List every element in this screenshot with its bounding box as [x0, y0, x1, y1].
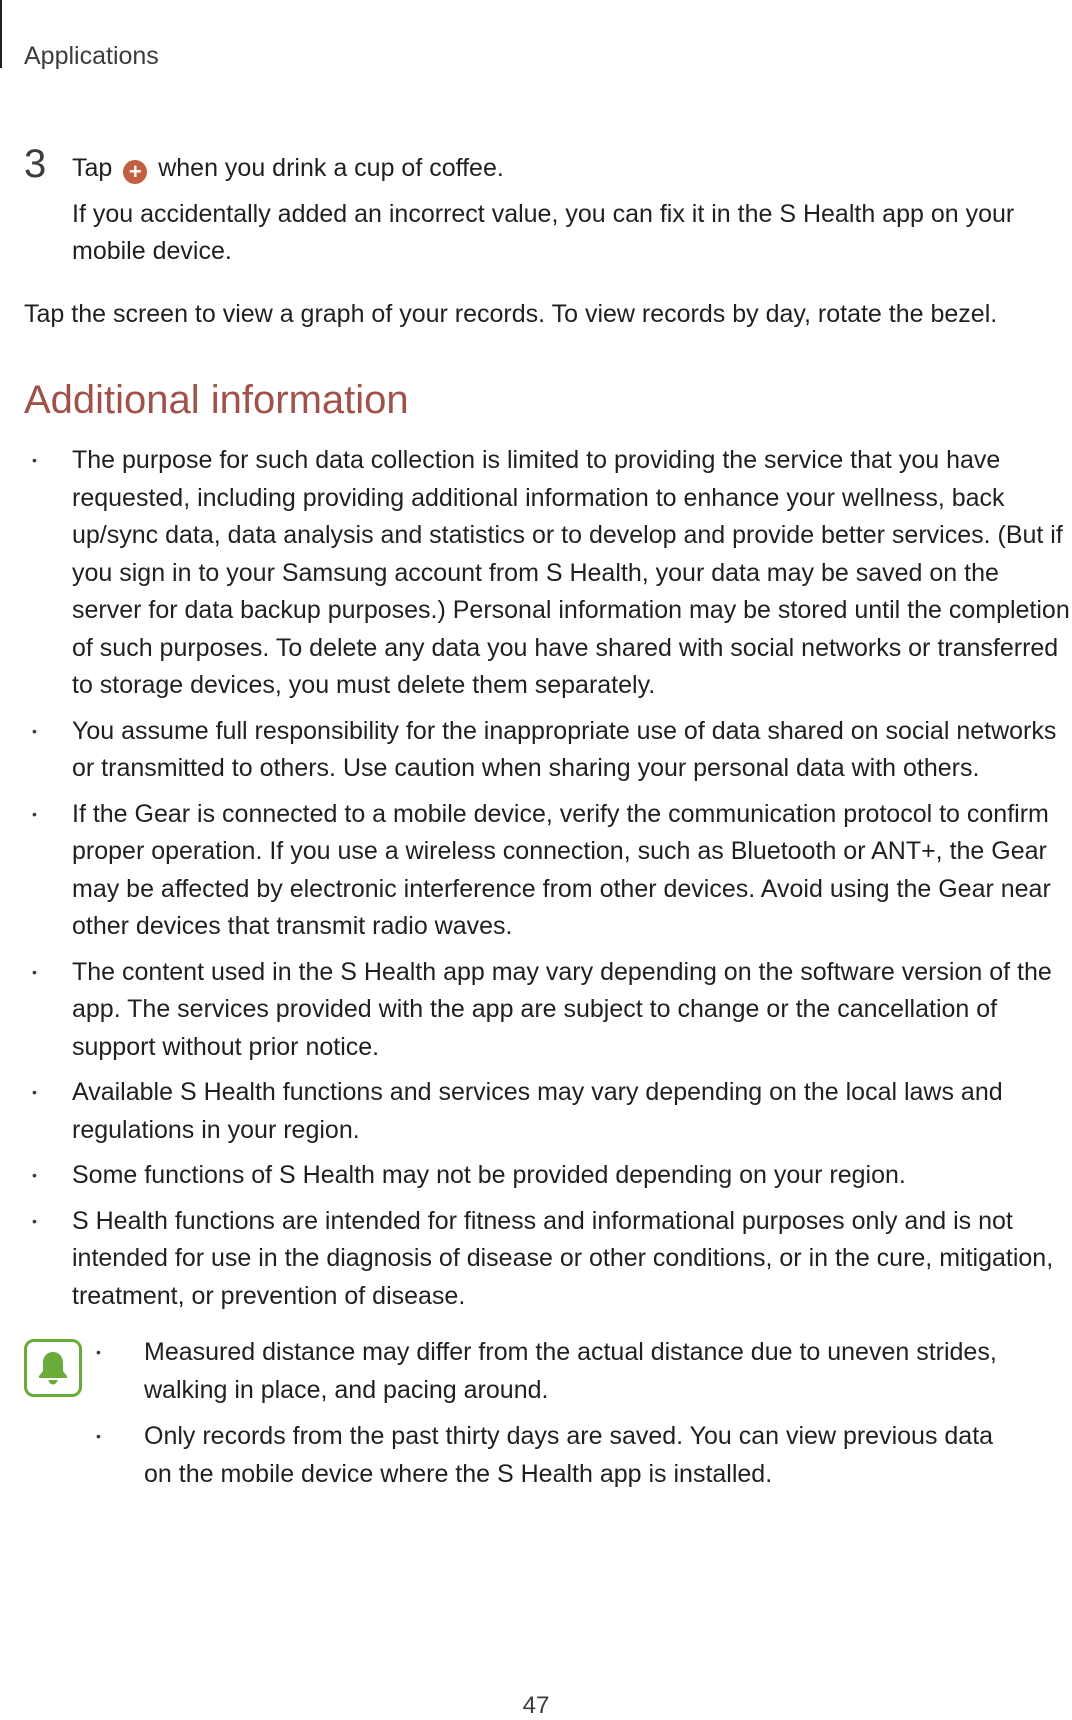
list-item: • You assume full responsibility for the inappropriate use of data shared on social networks or transmitted to others. Use caution when sharing your personal data with others.	[24, 713, 1072, 788]
section-label: Applications	[24, 42, 159, 70]
list-item: • Some functions of S Health may not be provided depending on your region.	[24, 1157, 1072, 1195]
list-item: • S Health functions are intended for fitness and informational purposes only and is not intended for use in the diagnosis of disease or other conditions, or in the cure, mitigation, treatment, or prevention of disease.	[24, 1203, 1072, 1316]
step-text-before: Tap	[72, 154, 113, 182]
note-box	[24, 1333, 1072, 1501]
info-bullet-list	[24, 442, 1072, 1323]
step-number: 3	[24, 142, 47, 186]
header-rule	[0, 0, 2, 68]
step-3	[24, 142, 1054, 270]
body-paragraph: Tap the screen to view a graph of your records. To view records by day, rotate the bezel.	[24, 300, 998, 328]
list-item: • Measured distance may differ from the actual distance due to uneven strides, walking in place, and pacing around.	[96, 1333, 1000, 1409]
page-number: 47	[522, 1692, 550, 1719]
list-item: • Available S Health functions and services may vary depending on the local laws and regulations in your region.	[24, 1074, 1072, 1149]
list-item: • The content used in the S Health app may vary depending on the software version of the app. The services provided with the app are subject to change or the cancellation of support without prior notice.	[24, 954, 1072, 1067]
list-item: • If the Gear is connected to a mobile device, verify the communication protocol to confirm proper operation. If you use a wireless connection, such as Bluetooth or ANT+, the Gear may be affected by electronic interference from other devices. Avoid using the Gear near other devices that transmit radio waves.	[24, 796, 1072, 946]
step-body	[72, 150, 1054, 270]
list-item: • The purpose for such data collection is limited to providing the service that you have requested, including providing additional information to enhance your wellness, back up/sync data, data analysis and statistics or to develop and provide better services. (But if you sign in to your Samsung account from S Health, your data may be saved on the server for data backup purposes.) Personal information may be stored until the completion of such purposes. To delete any data you have shared with social networks or transferred to storage devices, you must delete them separately.	[24, 442, 1072, 705]
step-instruction	[72, 150, 1054, 187]
step-text-after: when you drink a cup of coffee.	[158, 154, 504, 182]
list-item: • Only records from the past thirty days are saved. You can view previous data on the mobile device where the S Health app is installed.	[96, 1417, 1000, 1493]
bell-icon	[24, 1339, 82, 1397]
section-title: Additional information	[24, 378, 409, 422]
note-list	[96, 1333, 1000, 1493]
step-note: If you accidentally added an incorrect value, you can fix it in the S Health app on your mobile device.	[72, 200, 1015, 265]
plus-icon: +	[123, 160, 147, 184]
